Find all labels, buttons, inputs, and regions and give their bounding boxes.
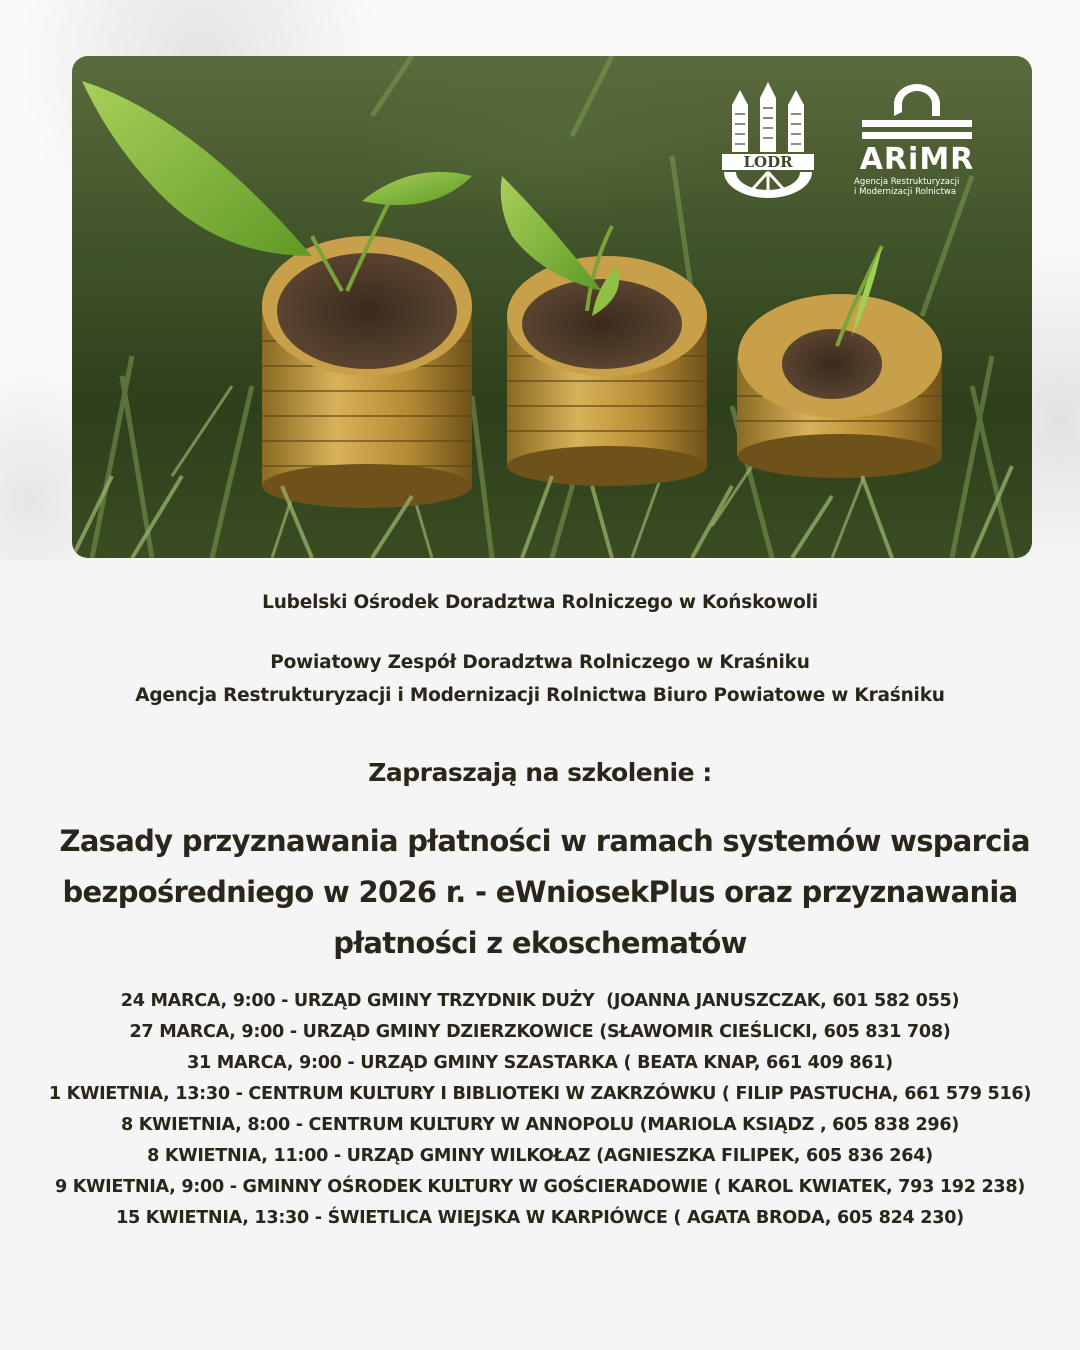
partner-logos xyxy=(720,80,982,200)
schedule-item: 24 MARCA, 9:00 - URZĄD GMINY TRZYDNIK DUŻY (JOANNA JANUSZCZAK, 601 582 055) xyxy=(120,991,960,1011)
schedule-item: 27 MARCA, 9:00 - URZĄD GMINY DZIERZKOWICE (SŁAWOMIR CIEŚLICKI, 605 831 708) xyxy=(129,1022,951,1042)
schedule-item: 31 MARCA, 9:00 - URZĄD GMINY SZASTARKA ( BEATA KNAP, 661 409 861) xyxy=(187,1053,893,1073)
organizer-lodr: Lubelski Ośrodek Doradztwa Rolniczego w Końskowoli xyxy=(262,592,818,613)
schedule-item: 1 KWIETNIA, 13:30 - CENTRUM KULTURY I BIBLIOTEKI W ZAKRZÓWKU ( FILIP PASTUCHA, 661 579 516) xyxy=(48,1084,1032,1104)
organizer-pzdr: Powiatowy Zespół Doradztwa Rolniczego w Kraśniku xyxy=(270,652,810,673)
organizer-arimr-office: Agencja Restrukturyzacji i Modernizacji Rolnictwa Biuro Powiatowe w Kraśniku xyxy=(135,685,945,706)
arimr-subtitle-2: i Modernizacji Rolnictwa xyxy=(854,187,957,197)
training-title-line-1: Zasady przyznawania płatności w ramach systemów wsparcia xyxy=(50,824,1030,858)
organizers-local xyxy=(0,646,1080,712)
arimr-subtitle-1: Agencja Restrukturyzacji xyxy=(854,177,960,187)
lodr-logo xyxy=(720,80,816,200)
hero-photo xyxy=(72,56,1032,558)
svg-text:LODR: LODR xyxy=(743,153,793,171)
invite-heading: Zapraszają na szkolenie : xyxy=(368,758,712,787)
arimr-logo xyxy=(852,80,982,197)
training-title-line-2: bezpośredniego w 2026 r. - eWniosekPlus oraz przyznawania xyxy=(62,875,1018,909)
schedule-item: 8 KWIETNIA, 11:00 - URZĄD GMINY WILKOŁAZ (AGNIESZKA FILIPEK, 605 836 264) xyxy=(147,1146,933,1166)
training-title-line-3: płatności z ekoschematów xyxy=(333,926,747,960)
schedule-item: 9 KWIETNIA, 9:00 - GMINNY OŚRODEK KULTURY W GOŚCIERADOWIE ( KAROL KWIATEK, 793 192 238) xyxy=(54,1177,1026,1197)
training-title xyxy=(0,816,1080,969)
arimr-emblem-icon xyxy=(862,80,972,140)
schedule-list xyxy=(0,986,1080,1234)
schedule-item: 15 KWIETNIA, 13:30 - ŚWIETLICA WIEJSKA W KARPIÓWCE ( AGATA BRODA, 605 824 230) xyxy=(116,1208,964,1228)
arimr-title: ARiMR xyxy=(859,142,975,177)
schedule-item: 8 KWIETNIA, 8:00 - CENTRUM KULTURY W ANNOPOLU (MARIOLA KSIĄDZ , 605 838 296) xyxy=(120,1115,960,1135)
